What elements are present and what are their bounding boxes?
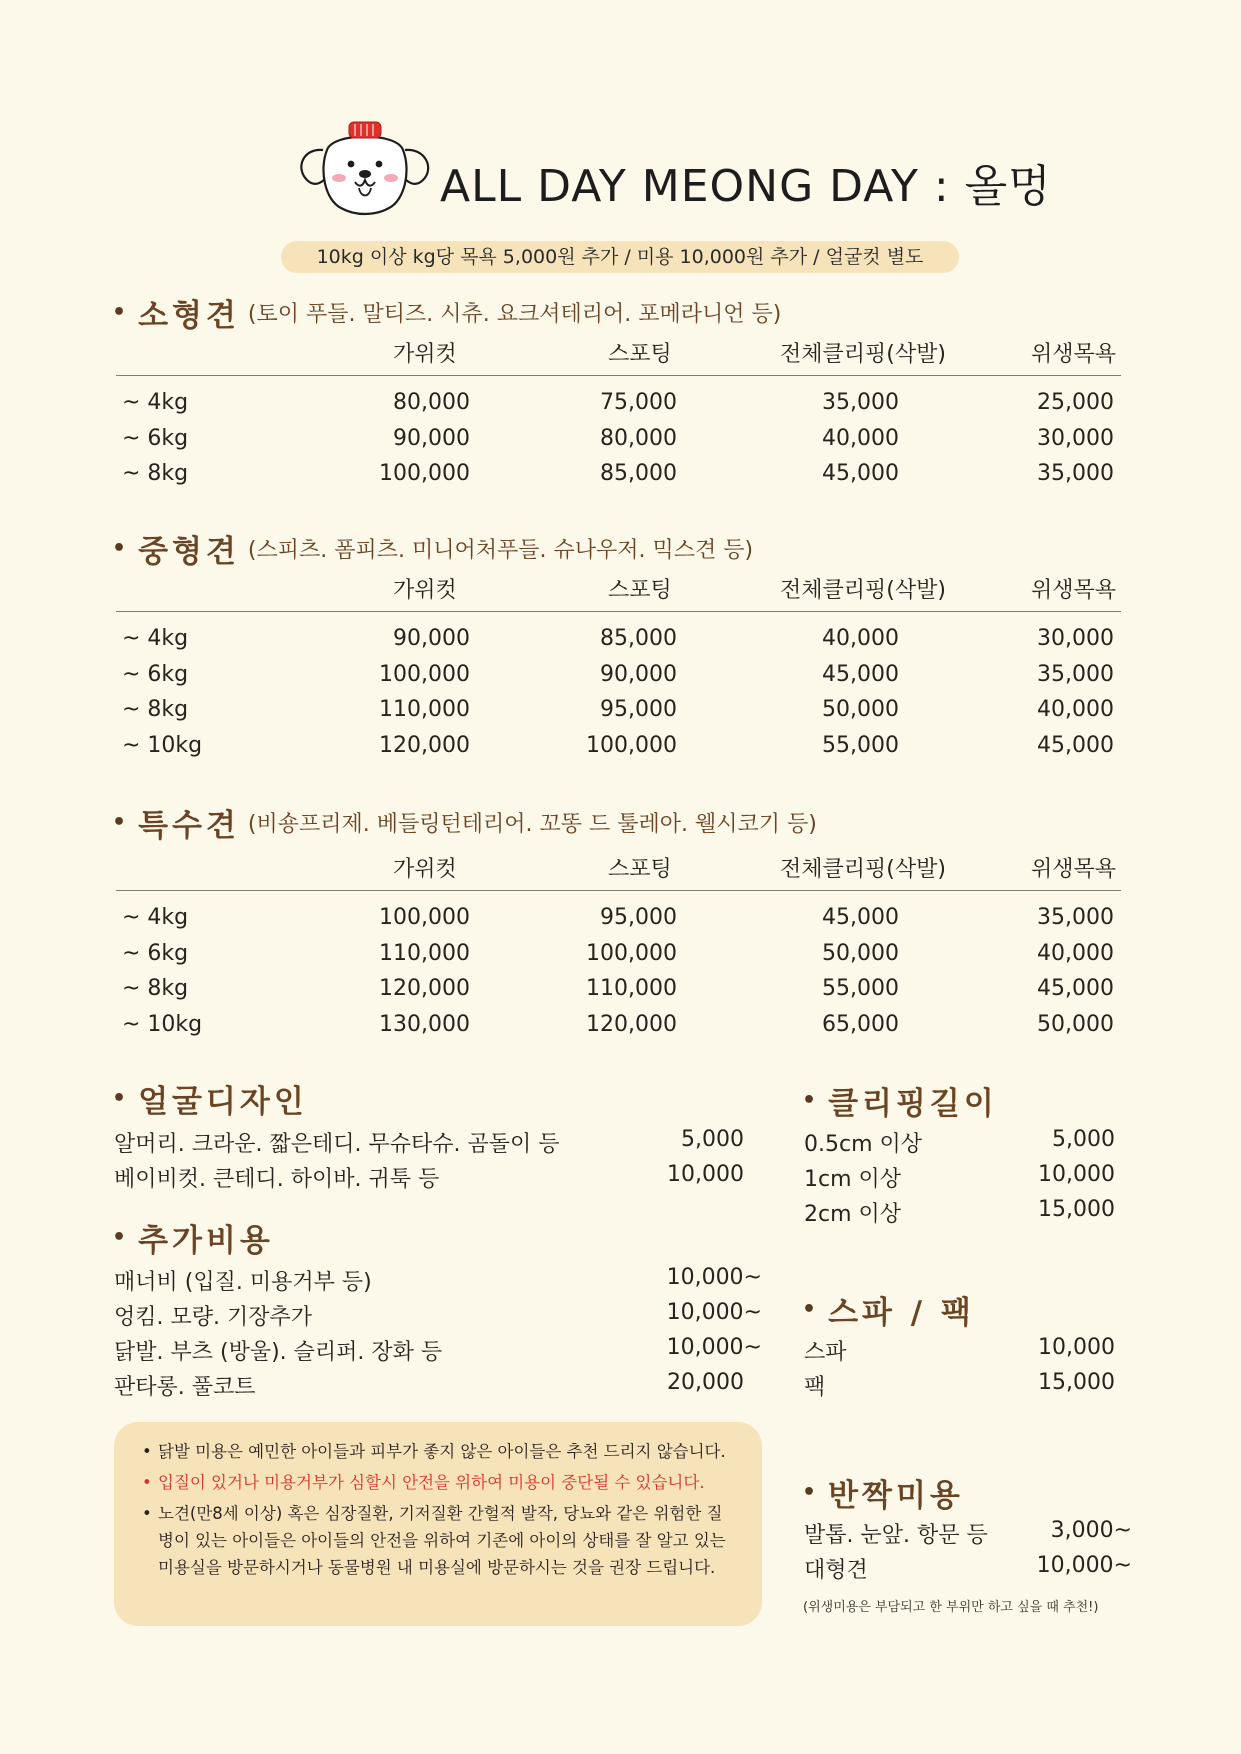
price-cell: 35,000 xyxy=(1037,905,1114,930)
price-cell: 110,000 xyxy=(379,940,470,966)
price-cell: 110,000 xyxy=(586,976,677,1001)
table-row xyxy=(116,390,1121,426)
weight-label: ~ 8kg xyxy=(122,976,189,1001)
item-label: 판타롱. 풀코트 xyxy=(114,1375,256,1400)
list-item xyxy=(114,1300,762,1335)
price-cell: 35,000 xyxy=(1037,661,1114,687)
partial-grooming-note: (위생미용은 부담되고 한 부위만 하고 싶을 때 추천!) xyxy=(803,1600,1099,1615)
col-header: 위생목욕 xyxy=(1031,857,1117,882)
section-subtitle: (비숑프리제. 베들링턴테리어. 꼬똥 드 툴레아. 웰시코기 등) xyxy=(247,812,817,837)
price-cell: 35,000 xyxy=(822,390,899,415)
price-cell: 55,000 xyxy=(822,732,899,758)
section-title: 추가비용 xyxy=(138,1223,274,1259)
weight-label: ~ 10kg xyxy=(122,732,203,758)
item-label: 알머리. 크라운. 짧은테디. 무슈타슈. 곰돌이 등 xyxy=(114,1132,560,1157)
price-cell: 40,000 xyxy=(1037,697,1114,722)
list-item xyxy=(114,1370,744,1405)
item-label: 베이비컷. 큰테디. 하이바. 귀툭 등 xyxy=(114,1167,440,1192)
price-cell: 95,000 xyxy=(600,697,677,722)
section-subtitle: (토이 푸들. 말티즈. 시츄. 요크셔테리어. 포메라니언 등) xyxy=(247,302,782,327)
weight-label: ~ 10kg xyxy=(122,1011,203,1037)
col-header: 스포팅 xyxy=(608,342,672,367)
spa-pack-heading xyxy=(802,1287,975,1332)
price-cell: 45,000 xyxy=(1037,732,1114,758)
item-label: 0.5cm 이상 xyxy=(804,1132,923,1157)
dog-face-logo-icon xyxy=(293,120,439,220)
bullet-dot: • xyxy=(112,1086,127,1111)
section-special-heading xyxy=(112,800,817,845)
table-header xyxy=(116,848,1121,891)
list-item xyxy=(804,1197,1115,1232)
section-title: 반짝미용 xyxy=(828,1478,964,1514)
clipping-length-heading xyxy=(802,1078,998,1123)
item-price: 5,000 xyxy=(1052,1127,1115,1152)
table-row xyxy=(116,1012,1121,1048)
price-cell: 35,000 xyxy=(1037,461,1114,486)
table-row xyxy=(116,976,1121,1012)
list-item xyxy=(804,1335,1115,1370)
price-cell: 85,000 xyxy=(600,461,677,486)
special-price-table xyxy=(116,848,1121,1047)
price-cell: 40,000 xyxy=(822,425,899,451)
item-label: 발톱. 눈앞. 항문 등 xyxy=(804,1523,988,1548)
bullet-dot: • xyxy=(802,1297,817,1322)
item-label: 2cm 이상 xyxy=(804,1202,902,1227)
price-cell: 100,000 xyxy=(379,461,470,486)
col-header: 위생목욕 xyxy=(1031,342,1117,367)
item-price: 5,000 xyxy=(681,1127,744,1152)
weight-label: ~ 6kg xyxy=(122,661,189,687)
col-header: 가위컷 xyxy=(393,857,457,882)
price-cell: 30,000 xyxy=(1037,626,1114,651)
weight-label: ~ 4kg xyxy=(122,905,189,930)
section-title: 중형견 xyxy=(138,534,240,570)
price-cell: 40,000 xyxy=(822,626,899,651)
list-item xyxy=(114,1335,762,1370)
col-header: 가위컷 xyxy=(393,342,457,367)
table-row xyxy=(116,461,1121,497)
small-price-table xyxy=(116,333,1121,497)
item-price: 3,000~ xyxy=(1050,1518,1132,1543)
caution-notice-box xyxy=(114,1422,762,1626)
section-title: 스파 / 팩 xyxy=(828,1295,975,1331)
table-row xyxy=(116,941,1121,977)
section-small-heading xyxy=(112,290,781,335)
item-price: 20,000 xyxy=(667,1370,744,1395)
bullet-dot: • xyxy=(802,1088,817,1113)
item-price: 10,000 xyxy=(667,1162,744,1187)
brand-title: ALL DAY MEONG DAY : 올멍 xyxy=(440,161,1052,212)
weight-label: ~ 8kg xyxy=(122,461,189,486)
item-label: 엉킴. 모량. 기장추가 xyxy=(114,1305,312,1330)
col-header: 전체클리핑(삭발) xyxy=(780,857,946,882)
price-cell: 45,000 xyxy=(1037,976,1114,1001)
weight-label: ~ 4kg xyxy=(122,626,189,651)
price-cell: 50,000 xyxy=(1037,1011,1114,1037)
section-medium-heading xyxy=(112,526,753,571)
table-row xyxy=(116,697,1121,733)
item-label: 대형견 xyxy=(804,1558,868,1583)
partial-grooming-heading xyxy=(802,1470,964,1515)
price-cell: 100,000 xyxy=(379,905,470,930)
item-price: 10,000 xyxy=(1038,1335,1115,1360)
price-cell: 120,000 xyxy=(586,1011,677,1037)
item-price: 10,000~ xyxy=(666,1300,762,1325)
price-cell: 120,000 xyxy=(379,732,470,758)
bullet-dot: • xyxy=(112,300,127,325)
price-cell: 75,000 xyxy=(600,390,677,415)
price-cell: 65,000 xyxy=(822,1011,899,1037)
medium-price-table xyxy=(116,569,1121,768)
item-price: 10,000~ xyxy=(1036,1553,1132,1578)
bullet-dot: • xyxy=(112,536,127,561)
item-price: 15,000 xyxy=(1038,1370,1115,1395)
col-header: 전체클리핑(삭발) xyxy=(780,578,946,603)
weight-label: ~ 4kg xyxy=(122,390,189,415)
section-title: 얼굴디자인 xyxy=(138,1084,308,1120)
item-label: 1cm 이상 xyxy=(804,1167,902,1192)
table-row xyxy=(116,733,1121,769)
item-price: 10,000~ xyxy=(666,1335,762,1360)
bullet-dot: • xyxy=(112,810,127,835)
list-item xyxy=(804,1127,1115,1162)
col-header: 가위컷 xyxy=(393,578,457,603)
price-cell: 90,000 xyxy=(393,626,470,651)
list-item xyxy=(804,1162,1115,1197)
table-header xyxy=(116,333,1121,376)
weight-label: ~ 6kg xyxy=(122,425,189,451)
table-row xyxy=(116,905,1121,941)
section-title: 소형견 xyxy=(138,298,240,334)
table-header xyxy=(116,569,1121,612)
list-item xyxy=(804,1370,1115,1405)
bullet-dot: • xyxy=(802,1480,817,1505)
extra-fees-heading xyxy=(112,1215,274,1260)
section-subtitle: (스피츠. 폼피츠. 미니어처푸들. 슈나우저. 믹스견 등) xyxy=(247,538,754,563)
price-cell: 95,000 xyxy=(600,905,677,930)
notice-item: • 노견(만8세 이상) 혹은 심장질환, 기저질환 간헐적 발작, 당뇨와 같은 위험한 질병이 있는 아이들은 아이들의 안전을 위하여 기존에 아이의 상태를 잘 알고 있는 미용실을 방문하시거나 동물병원 내 미용실에 방문하시는 것을 권장 드립니다. xyxy=(142,1500,738,1581)
col-header: 스포팅 xyxy=(608,857,672,882)
item-label: 스파 xyxy=(804,1340,847,1365)
price-cell: 110,000 xyxy=(379,697,470,722)
table-row xyxy=(116,426,1121,462)
notice-item: • 닭발 미용은 예민한 아이들과 피부가 좋지 않은 아이들은 추천 드리지 않습니다. xyxy=(142,1438,738,1465)
list-item xyxy=(114,1162,744,1197)
col-header: 전체클리핑(삭발) xyxy=(780,342,946,367)
price-cell: 25,000 xyxy=(1037,390,1114,415)
price-cell: 90,000 xyxy=(393,425,470,451)
price-cell: 40,000 xyxy=(1037,940,1114,966)
col-header: 스포팅 xyxy=(608,578,672,603)
table-row xyxy=(116,626,1121,662)
price-cell: 45,000 xyxy=(822,905,899,930)
table-row xyxy=(116,662,1121,698)
notice-item-warning: • 입질이 있거나 미용거부가 심할시 안전을 위하여 미용이 중단될 수 있습니다. xyxy=(142,1469,738,1496)
price-cell: 55,000 xyxy=(822,976,899,1001)
list-item xyxy=(804,1518,1132,1553)
list-item xyxy=(804,1553,1132,1588)
col-header: 위생목욕 xyxy=(1031,578,1117,603)
price-cell: 85,000 xyxy=(600,626,677,651)
price-cell: 100,000 xyxy=(379,661,470,687)
list-item xyxy=(114,1127,744,1162)
item-price: 10,000 xyxy=(1038,1162,1115,1187)
item-label: 닭발. 부츠 (방울). 슬리퍼. 장화 등 xyxy=(114,1340,443,1365)
price-cell: 80,000 xyxy=(600,425,677,451)
item-label: 매너비 (입질. 미용거부 등) xyxy=(114,1270,372,1295)
price-cell: 80,000 xyxy=(393,390,470,415)
price-cell: 50,000 xyxy=(822,940,899,966)
price-cell: 45,000 xyxy=(822,461,899,486)
face-design-heading xyxy=(112,1076,308,1121)
price-cell: 90,000 xyxy=(600,661,677,687)
price-cell: 130,000 xyxy=(379,1011,470,1037)
price-cell: 45,000 xyxy=(822,661,899,687)
item-label: 팩 xyxy=(804,1375,826,1400)
price-cell: 100,000 xyxy=(586,732,677,758)
price-cell: 50,000 xyxy=(822,697,899,722)
price-cell: 30,000 xyxy=(1037,425,1114,451)
section-title: 특수견 xyxy=(138,808,240,844)
price-cell: 100,000 xyxy=(586,940,677,966)
surcharge-notice: 10kg 이상 kg당 목욕 5,000원 추가 / 미용 10,000원 추가 / 얼굴컷 별도 xyxy=(281,241,959,273)
section-title: 클리핑길이 xyxy=(828,1086,998,1122)
item-price: 15,000 xyxy=(1038,1197,1115,1222)
bullet-dot: • xyxy=(112,1225,127,1250)
list-item xyxy=(114,1265,762,1300)
weight-label: ~ 8kg xyxy=(122,697,189,722)
weight-label: ~ 6kg xyxy=(122,940,189,966)
price-cell: 120,000 xyxy=(379,976,470,1001)
item-price: 10,000~ xyxy=(666,1265,762,1290)
